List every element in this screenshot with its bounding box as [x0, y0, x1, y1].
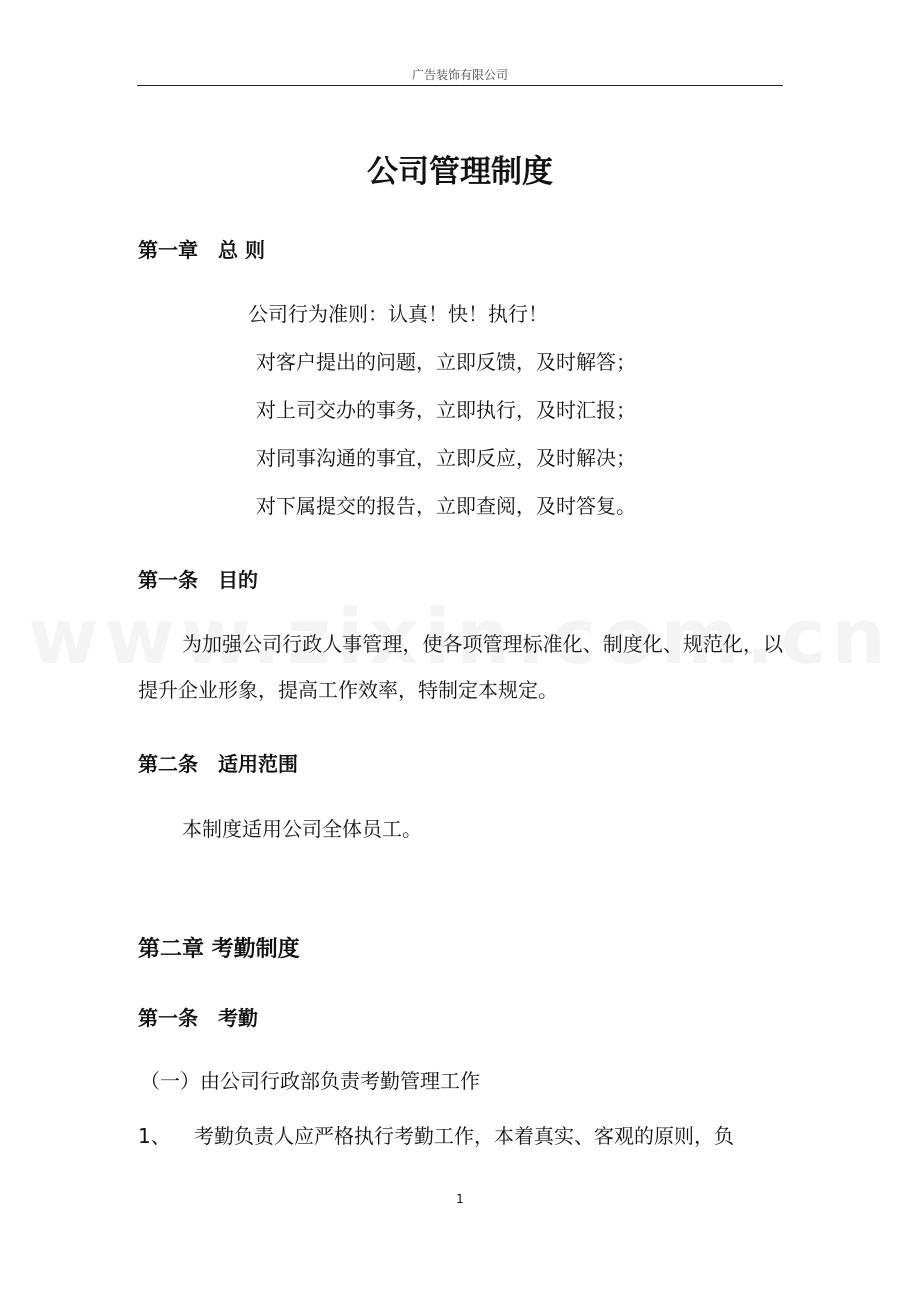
article-2-body: 本制度适用公司全体员工。 — [182, 817, 422, 841]
article-2-heading: 第二条 适用范围 — [138, 752, 298, 776]
article-1-heading: 第一条 目的 — [138, 568, 258, 592]
subsection-line: （一）由公司行政部负责考勤管理工作 — [140, 1069, 480, 1093]
header-company: 广告装饰有限公司 — [411, 68, 508, 82]
article-1-body: 为加强公司行政人事管理，使各项管理标准化、制度化、规范化，以提升企业形象，提高工作效率，特制定本规定。 — [138, 632, 783, 702]
document-title: 公司管理制度 — [367, 154, 553, 190]
chapter-1-heading: 第一章 总 则 — [138, 238, 265, 262]
rule-line-1: 对客户提出的问题，立即反馈，及时解答； — [256, 350, 636, 374]
chapter-2-article-1-heading: 第一条 考勤 — [138, 1006, 258, 1030]
item-1-text: 考勤负责人应严格执行考勤工作，本着真实、客观的原则，负 — [194, 1124, 734, 1148]
rule-line-3: 对同事沟通的事宜，立即反应，及时解决； — [256, 446, 636, 470]
header-rule — [137, 85, 783, 86]
page-number: 1 — [456, 1192, 464, 1206]
principle-line: 公司行为准则：认真！快！执行！ — [248, 302, 548, 326]
chapter-2-heading: 第二章 考勤制度 — [138, 937, 300, 962]
item-1-number: 1、 — [138, 1124, 171, 1148]
rule-line-4: 对下属提交的报告，立即查阅，及时答复。 — [256, 494, 636, 518]
rule-line-2: 对上司交办的事务，立即执行，及时汇报； — [256, 398, 636, 422]
